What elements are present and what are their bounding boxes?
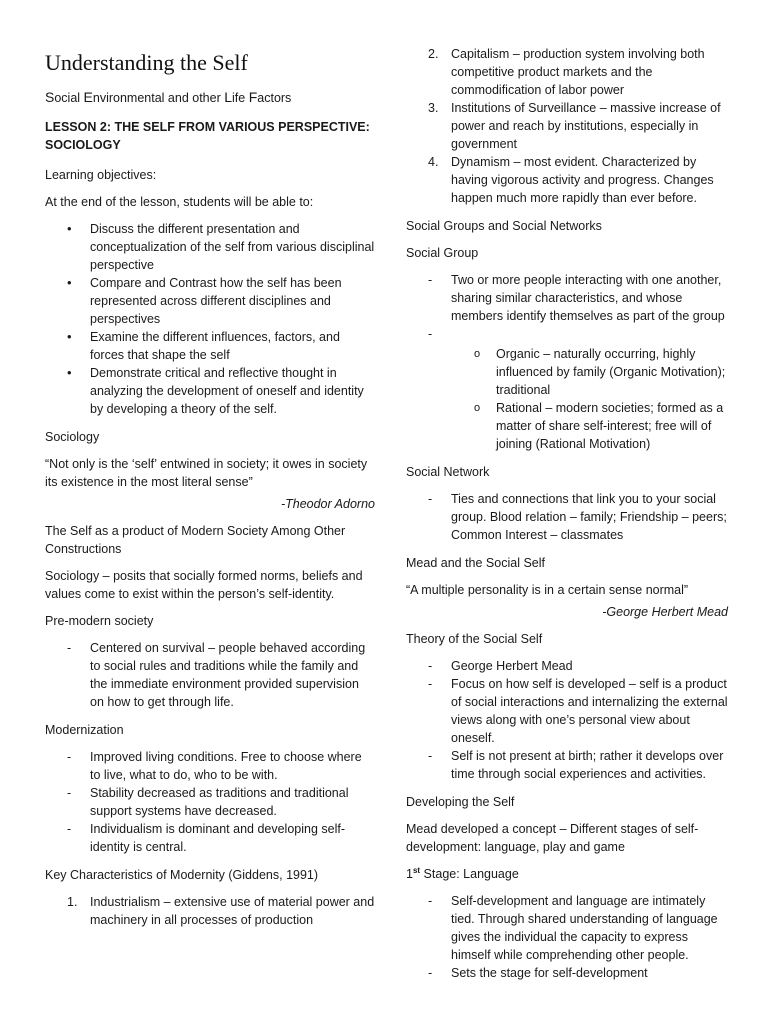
quote-author-adorno: -Theodor Adorno [280,497,375,511]
list-item: • Discuss the different presentation and conceptualization of the self from various disciplinal perspective [45,220,375,274]
subtitle [45,88,375,107]
stage-label: Stage: Language [420,867,519,881]
subtitle-initial-l: L [224,89,233,105]
item-number: 3. [428,101,439,115]
groups-networks-heading: Social Groups and Social Networks [406,219,602,233]
developing-text: Mead developed a concept – Different stages of self-development: language, play and game [406,822,699,854]
subtitle-initial-s: S [45,89,55,105]
list-item: • Compare and Contrast how the self has been represented across different disciplines and perspectives [45,274,375,328]
list-item: - Two or more people interacting with one another, sharing similar characteristics, and whose members identify themselves as part of the group [406,271,728,325]
social-network-list [406,490,728,544]
list-item: - Stability decreased as traditions and traditional support systems have decreased. [45,784,375,820]
key-characteristics-list-right [406,45,728,207]
list-item: - Centered on survival – people behaved according to social rules and traditions while the family and the immediate environment provided supervision on how to get through life. [45,639,375,711]
stage1-heading [406,865,728,883]
list-item: - Focus on how self is developed – self is a product of social interactions and internalizing the external views along with one’s personal view about oneself. [406,675,728,747]
theory-list [406,657,728,783]
list-item: o Organic – naturally occurring, highly influenced by family (Organic Motivation); traditional [496,345,728,399]
mead-heading: Mead and the Social Self [406,556,545,570]
list-item [406,99,728,153]
subtitle-part: ocial [54,91,84,105]
sociology-heading: Sociology [45,430,100,444]
list-item: • Examine the different influences, factors, and forces that shape the self [45,328,375,364]
right-column [406,45,728,992]
product-heading: The Self as a product of Modern Society Among Other Constructions [45,524,346,556]
lesson-heading: LESSON 2: THE SELF FROM VARIOUS PERSPECTIVE: SOCIOLOGY [45,120,370,152]
subtitle-part: nvironmental and other [92,91,225,105]
list-item: - Self-development and language are intimately tied. Through shared understanding of language gives the individual the capacity to express himself while comprehending other people. [406,892,728,964]
list-item: - Ties and connections that link you to your social group. Blood relation – family; Friendship – peers; Common Interest – classmates [406,490,728,544]
modernization-heading: Modernization [45,723,124,737]
list-item: - Improved living conditions. Free to choose where to live, what to do, who to be with. [45,748,375,784]
left-column [45,44,375,939]
subtitle-part: actors [257,91,292,105]
sociology-definition: Sociology – posits that socially formed norms, beliefs and values come to exist within the person’s self-identity. [45,569,363,601]
stage-number: 1 [406,867,413,881]
item-number: 4. [428,155,439,169]
social-group-sublist [406,345,728,453]
stage1-list [406,892,728,982]
page-title: Understanding the Self [45,50,248,75]
stage-ordinal: st [412,865,421,875]
list-item [406,45,728,99]
list-item: • Demonstrate critical and reflective thought in analyzing the development of oneself and identity by developing a theory of the self. [45,364,375,418]
item-text: Industrialism – extensive use of material power and machinery in all processes of production [90,895,375,927]
social-group-list [406,271,728,343]
quote-mead: “A multiple personality is in a certain sense normal” [406,583,689,597]
list-item [406,153,728,207]
objectives-intro: At the end of the lesson, students will be able to: [45,195,314,209]
modernization-list [45,748,375,856]
social-group-heading: Social Group [406,246,479,260]
list-item: - Sets the stage for self-development [406,964,728,982]
quote-author-mead: -George Herbert Mead [602,605,728,619]
list-item [45,893,375,929]
developing-heading: Developing the Self [406,795,515,809]
list-item: - Self is not present at birth; rather it develops over time through social experiences and activities. [406,747,728,783]
item-text: Institutions of Surveillance – massive increase of power and reach by institutions, especially in government [451,101,721,151]
item-number: 1. [67,895,78,909]
item-number: 2. [428,47,439,61]
list-item: - Individualism is dominant and developing self-identity is central. [45,820,375,856]
social-network-heading: Social Network [406,465,490,479]
premodern-heading: Pre-modern society [45,614,154,628]
subtitle-initial-e: E [83,89,93,105]
key-characteristics-heading: Key Characteristics of Modernity (Giddens, 1991) [45,868,319,882]
objectives-list [45,220,375,418]
subtitle-part: ife [232,91,249,105]
list-item: - George Herbert Mead [406,657,728,675]
premodern-list [45,639,375,711]
list-item: o Rational – modern societies; formed as a matter of share self-interest; free will of joining (Rational Motivation) [496,399,728,453]
theory-heading: Theory of the Social Self [406,632,543,646]
subtitle-initial-f: F [248,89,258,105]
objectives-heading: Learning objectives: [45,168,157,182]
item-text: Dynamism – most evident. Characterized by having vigorous activity and progress. Changes happen much more rapidly than ever before. [451,155,714,205]
list-item-empty [406,325,728,343]
quote-adorno: “Not only is the ‘self’ entwined in society; it owes in society its existence in the most literal sense” [45,457,368,489]
key-characteristics-list-left [45,893,375,929]
item-text: Capitalism – production system involving both competitive product markets and the commodification of labor power [451,47,705,97]
